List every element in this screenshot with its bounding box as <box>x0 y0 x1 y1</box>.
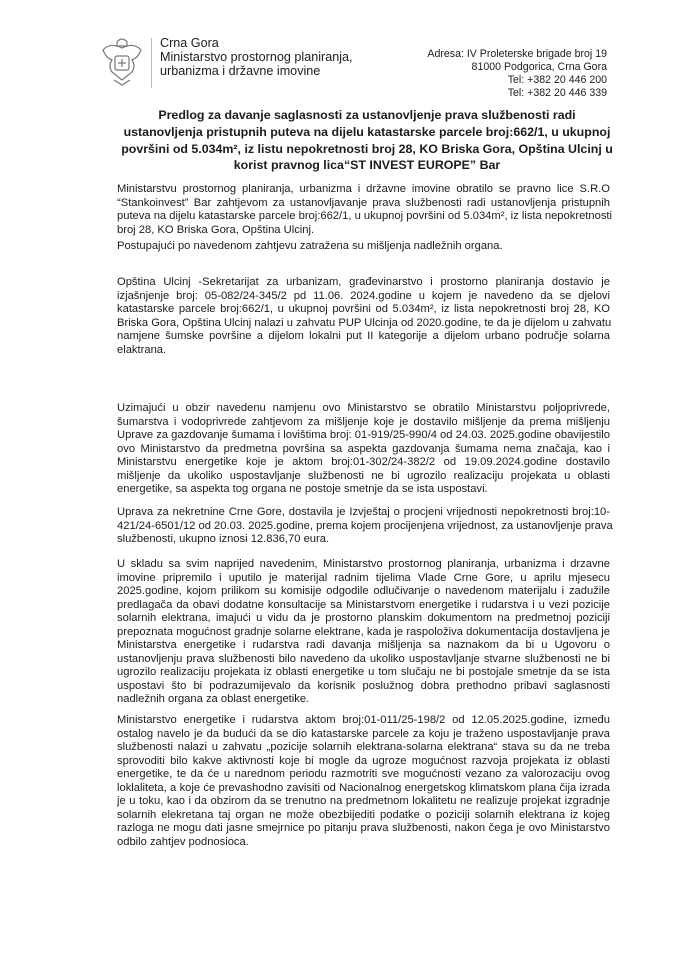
title-line: korist pravnog lica“ST INVEST EUROPE” Bar <box>233 158 501 173</box>
ministry-name-line: urbanizma i državne imovine <box>160 64 321 78</box>
ministry-address <box>427 48 607 100</box>
header-divider <box>151 38 152 88</box>
paragraph-opinions-requested <box>117 240 610 254</box>
paragraph-government-procedure <box>117 558 610 707</box>
paragraph-request <box>117 183 613 237</box>
paragraph-line: puteva na dijelu katastarske parcele broj:662/1, u ukupnoj površini od 5.034m², iz lista nepokretnosti <box>117 210 613 222</box>
paragraph-line: Uprava za nekretnine Crne Gore, dostavila je Izvještaj o procjeni vrijednosti nepokretnosti broj:10- <box>117 506 610 518</box>
paragraph-line: Ministarstvu energetike koje je aktom broj:01-302/24-382/2 od 19.09.2024.godine dostavilo <box>117 456 610 468</box>
paragraph-line: Uprave za gazdovanje šumama i lovištima broj: 01-919/25-990/4 od 24.03. 2025.godine obavijestilo <box>117 429 610 441</box>
paragraph-line: uspostavi što bi podrazumijevalo da korisnik poslužnog dobra prethodno pribavi saglasnosti <box>117 679 610 692</box>
paragraph-line: Uzimajući u obzir navedenu namjenu ovo Ministarstvo se obratilo Ministarstvu poljoprivrede, <box>117 402 610 414</box>
paragraph-ulcinj-opinion <box>117 276 610 357</box>
paragraph-line: solarnih elektrana, imajući u vidu da je prostorno planskim dokumentom na predmetnoj poziciji <box>117 612 610 624</box>
paragraph-line: je u toku, kao i da obzirom da se trenutno na predmetnom lokalitetu ne realizuje projekat izgradnje <box>117 795 610 807</box>
phone-1: Tel: +382 20 446 200 <box>507 74 607 86</box>
paragraph-line: ostalog navelo je da budući da se dio katastarske parcele za koju je traženo uspostavljanje prava <box>117 727 610 740</box>
title-line: površini od 5.034m², iz listu nepokretnosti broj 28, KO Briska Gora, Opština Ulcinj u <box>121 141 613 156</box>
coat-of-arms-icon <box>100 36 144 86</box>
paragraph-valuation <box>117 506 613 547</box>
paragraph-line: službenosti, ukupno iznosi 12.836,70 eura. <box>117 533 330 545</box>
paragraph-line: Opština Ulcinj -Sekretarijat za urbanizam, građevinarstvo i prostorno planiranja dostavio je <box>117 276 610 288</box>
paragraph-line: Postupajući po navedenom zahtjevu zatražena su mišljenja nadležnih organa. <box>117 240 503 252</box>
phone-2: Tel: +382 20 446 339 <box>507 87 607 99</box>
paragraph-line: razloga ne mogu dati jasne smejrnice po pitanju prava službenosti, nakon čega je ovo Ministarstvo <box>117 822 610 834</box>
title-line: Predlog za davanje saglasnosti za ustanovljenje prava službenosti radi <box>158 108 576 122</box>
paragraph-line: loklaliteta, a koje će prevashodno zavisiti od Nacionalnog energetskog klimatskom plana čija izrada <box>117 781 610 794</box>
paragraph-line: katastarske parcele broj:662/1, u ukupnoj površini od 5.034m², iz lista nepokretnosti broj 28, KO <box>117 303 610 315</box>
paragraph-line: ustanovljenju prava službenosti bilo navedeno da ukoliko uspostavljanje stvarne službenosti ne bi <box>117 652 610 665</box>
paragraph-line: solarnih elekretana taj organ ne može obezbijediti podatke o poziciji solarnih elektrana iz kojeg <box>117 808 610 821</box>
paragraph-line: odbilo zahtjev podnosioca. <box>117 835 249 848</box>
paragraph-line: sprovoditi bilo kakve aktivnosti koje bi mogle da ugroze mogućnost razvoja projekata iz oblasti <box>117 754 610 767</box>
paragraph-line: predlagača da obavi dodatne konsultacije sa Ministarstvom energetike i rudarstva i u vezi pozicije <box>117 598 610 611</box>
paragraph-energy-ministry-act <box>117 714 610 849</box>
paragraph-line: Ministarstvo energetike i rudarstva aktom broj:01-011/25-198/2 od 12.05.2025.godine, između <box>117 714 610 726</box>
paragraph-line: energetike, te da će u narednom periodu razmotriti sve mogućnosti vezano za valorozaciju ovog <box>117 768 610 780</box>
paragraph-line: ugrozilo realizaciju projekata iz oblasti energetike u tom slučaju ne bi postojale smetnje da se ista <box>117 666 610 678</box>
paragraph-ministry-opinions <box>117 402 610 497</box>
paragraph-line: “Stankoinvest” Bar zahtjevom za ustanovljavanje prava službenosti radi ustanovljenja pristupnih <box>117 196 610 209</box>
paragraph-line: izjašnjenje broj: 05-082/24-345/2 pd 11.06. 2024.godine u kojem je navedeno da se djelovi <box>117 289 610 302</box>
paragraph-line: Ministarstvu prostornog planiranja, urbanizma i državne imovine obratilo se pravno lice S.R.O <box>117 183 610 195</box>
paragraph-line: 2025.godine, kojom prilikom su komisije odgodile odlučivanje o navedenom materijalu i zadužile <box>117 585 610 597</box>
title-line: ustanovljenja pristupnih puteva na dijelu katastarske parcele broj:662/1, u ukupnoj <box>123 124 611 139</box>
ministry-name <box>160 36 353 78</box>
address-street: Adresa: IV Proleterske brigade broj 19 <box>427 48 607 60</box>
paragraph-line: namjene šumske površine a dijelom lokalni put II kategorije a dijelom urbano područje solarna <box>117 330 610 342</box>
paragraph-line: službenosti nalazi u zahvatu „pozicije solarnih elektrana-solarna elektrana“ stava su da ne treba <box>117 741 610 753</box>
paragraph-line: imovine pripremilo i uputilo je materijal radnim tijelima Vlade Crne Gore, u aprilu mjesecu <box>117 571 610 584</box>
address-city: 81000 Podgorica, Crna Gora <box>471 61 607 73</box>
paragraph-line: 421/24-6501/12 od 20.03. 2025.godine, prema kojem procijenjena vrijednost, za ustanovljenje prava <box>117 519 613 532</box>
paragraph-line: broj 28, KO Briska Gora, Opština Ulcinj. <box>117 223 315 236</box>
ministry-name-line: Ministarstvo prostornog planiranja, <box>160 50 353 64</box>
document-title <box>112 107 622 174</box>
paragraph-line: Briska Gora, Opština Ulcinj nalazi u zahvatu PUP Ulcinja od 2020.godine, te da je dijelom u zahvatu <box>117 316 612 329</box>
paragraph-line: energetike, sa aspekta tog organa ne postoje smetnje da se ista uspostavi. <box>117 483 488 495</box>
paragraph-line: U skladu sa svim naprijed navedenim, Ministarstvo prostornog planiranja, urbanizma i drzavne <box>117 558 610 570</box>
paragraph-line: Ministarstva energetike i rudarstva radi davanja mišljenja sa naznakom da bi u Ugovoru o <box>117 639 610 651</box>
paragraph-line: nadležnih organa za oblast energetike. <box>117 693 310 705</box>
paragraph-line: šumarstva i vodoprivrede zahtjevom za mišljenje koje je dostavilo mišljenje da prema mišljenju <box>117 415 610 428</box>
paragraph-line: prepoznata mogućnost gradnje solarne elektrane, kada je raspoloživa dokumentacija dostavljena je <box>117 625 610 638</box>
country-name: Crna Gora <box>160 36 219 50</box>
paragraph-line: mišljenje da ukoliko uspostavljanje službenosti ne bi ugrozilo realizaciju projekata u oblasti <box>117 469 610 482</box>
paragraph-line: ovo Ministarstvo da predmetna površina sa aspekta gazdovanja šumama nema značaja, kao i <box>117 442 610 455</box>
paragraph-line: elaktrana. <box>117 343 167 356</box>
